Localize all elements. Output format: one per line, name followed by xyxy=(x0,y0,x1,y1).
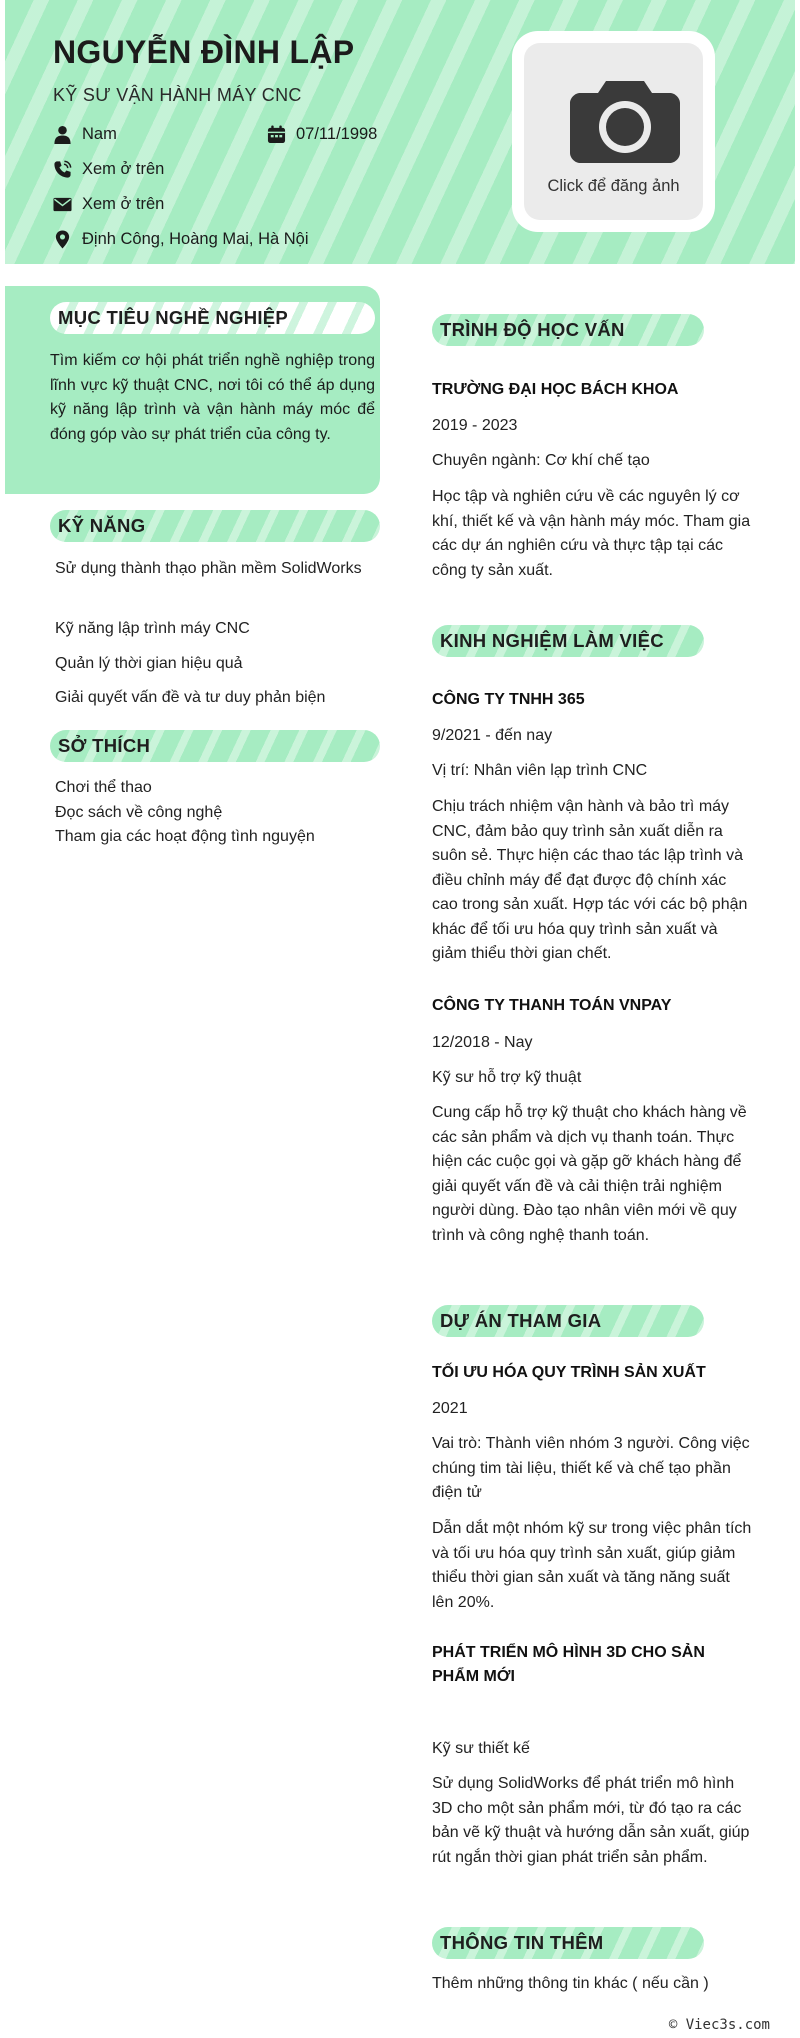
objective-text[interactable]: Tìm kiếm cơ hội phát triển nghề nghiệp trong lĩnh vực kỹ thuật CNC, nơi tôi có thể áp dụng kỹ năng lập trình và vận hành máy móc để đóng góp vào sự phát triển của công ty. xyxy=(50,352,375,443)
watermark: © Viec3s.com xyxy=(668,2017,770,2033)
skill-item[interactable]: Sử dụng thành thạo phần mềm SolidWorks xyxy=(55,560,362,577)
birthdate-info xyxy=(267,125,377,144)
photo-placeholder[interactable] xyxy=(524,43,703,220)
education-major[interactable]: Chuyên ngành: Cơ khí chế tạo xyxy=(432,452,650,469)
hobby-item[interactable]: Tham gia các hoạt động tình nguyện xyxy=(55,828,315,845)
additional-heading: THÔNG TIN THÊM xyxy=(432,1927,704,1959)
project-description[interactable]: Dẫn dắt một nhóm kỹ sư trong việc phân tích và tối ưu hóa quy trình sản xuất, giúp giảm thiểu thời gian sản xuất và tăng năng suất lên 20%. xyxy=(432,1520,752,1611)
birthdate-value[interactable]: 07/11/1998 xyxy=(296,125,378,143)
job-title: KỸ SƯ VẬN HÀNH MÁY CNC xyxy=(53,85,302,105)
project-name[interactable]: TỐI ƯU HÓA QUY TRÌNH SẢN XUẤT xyxy=(432,1364,706,1381)
photo-upload[interactable] xyxy=(512,31,715,232)
job-period[interactable]: 9/2021 - đến nay xyxy=(432,727,553,744)
objective-heading: MỤC TIÊU NGHỀ NGHIỆP xyxy=(50,302,375,334)
job-position[interactable]: Kỹ sư hỗ trợ kỹ thuật xyxy=(432,1069,582,1086)
address-info xyxy=(53,230,309,249)
gender-value[interactable]: Nam xyxy=(82,125,117,143)
job-description[interactable]: Chịu trách nhiệm vận hành và bảo trì máy CNC, đảm bảo quy trình sản xuất diễn ra suôn sẻ. Thực hiện các thao tác lập trình và điều chỉnh máy để đạt được độ chính xác cao trong sản xuất. Hợp tác với các bộ phận khác để tối ưu hóa quy trình sản xuất và giảm thiểu thời gian chết. xyxy=(432,798,748,962)
email-value[interactable]: Xem ở trên xyxy=(82,195,165,213)
calendar-icon xyxy=(267,125,286,144)
projects-heading: DỰ ÁN THAM GIA xyxy=(432,1305,704,1337)
hobby-item[interactable]: Chơi thể thao xyxy=(55,779,152,796)
phone-icon xyxy=(53,160,72,179)
hobbies-heading: SỞ THÍCH xyxy=(50,730,380,762)
skill-item[interactable]: Quản lý thời gian hiệu quả xyxy=(55,655,243,672)
job-description[interactable]: Cung cấp hỗ trợ kỹ thuật cho khách hàng về các sản phẩm và dịch vụ thanh toán. Thực hiện các cuộc gọi và gặp gỡ khách hàng để giải quyết vấn đề và cải thiện trải nghiệm người dùng. Đào tạo nhân viên mới về quy trình và công nghệ thanh toán. xyxy=(432,1104,747,1244)
project-description[interactable]: Sử dụng SolidWorks để phát triển mô hình 3D cho một sản phẩm mới, từ đó tạo ra các bản vẽ kỹ thuật và hướng dẫn sản xuất, giúp rút ngắn thời gian phát triển sản phẩm. xyxy=(432,1775,750,1866)
address-value[interactable]: Định Công, Hoàng Mai, Hà Nội xyxy=(82,230,309,248)
education-description[interactable]: Học tập và nghiên cứu về các nguyên lý cơ khí, thiết kế và vận hành máy móc. Tham gia các dự án nghiên cứu và thực tập tại các công ty sản xuất. xyxy=(432,488,751,579)
envelope-icon xyxy=(53,195,72,214)
additional-text[interactable]: Thêm những thông tin khác ( nếu cần ) xyxy=(432,1975,709,1992)
skills-heading: KỸ NĂNG xyxy=(50,510,380,542)
phone-info xyxy=(53,160,164,179)
project-role[interactable]: Kỹ sư thiết kế xyxy=(432,1740,530,1757)
project-year[interactable]: 2021 xyxy=(432,1400,468,1417)
cv-header xyxy=(5,0,795,264)
project-role[interactable]: Vai trò: Thành viên nhóm 3 người. Công việc chúng tim tài liệu, thiết kế và chế tạo phần điện tử xyxy=(432,1435,750,1501)
job-company[interactable]: CÔNG TY TNHH 365 xyxy=(432,691,585,708)
camera-icon xyxy=(570,73,680,163)
experience-heading: KINH NGHIỆM LÀM VIỆC xyxy=(432,625,704,657)
job-company[interactable]: CÔNG TY THANH TOÁN VNPAY xyxy=(432,997,672,1014)
education-heading: TRÌNH ĐỘ HỌC VẤN xyxy=(432,314,704,346)
skill-item[interactable]: Kỹ năng lập trình máy CNC xyxy=(55,620,250,637)
gender-info xyxy=(53,125,117,144)
school-name[interactable]: TRƯỜNG ĐẠI HỌC BÁCH KHOA xyxy=(432,381,679,398)
photo-upload-label[interactable]: Click để đăng ảnh xyxy=(547,177,680,195)
candidate-name: NGUYỄN ĐÌNH LẬP xyxy=(53,34,355,70)
person-icon xyxy=(53,125,72,144)
job-period[interactable]: 12/2018 - Nay xyxy=(432,1034,533,1051)
job-position[interactable]: Vị trí: Nhân viên lạp trình CNC xyxy=(432,762,648,779)
hobby-item[interactable]: Đọc sách về công nghệ xyxy=(55,804,223,821)
education-period[interactable]: 2019 - 2023 xyxy=(432,417,518,434)
email-info xyxy=(53,195,164,214)
project-name[interactable]: PHÁT TRIỂN MÔ HÌNH 3D CHO SẢN PHẨM MỚI xyxy=(432,1644,705,1685)
skill-item[interactable]: Giải quyết vấn đề và tư duy phản biện xyxy=(55,689,326,706)
location-pin-icon xyxy=(53,230,72,249)
phone-value[interactable]: Xem ở trên xyxy=(82,160,165,178)
